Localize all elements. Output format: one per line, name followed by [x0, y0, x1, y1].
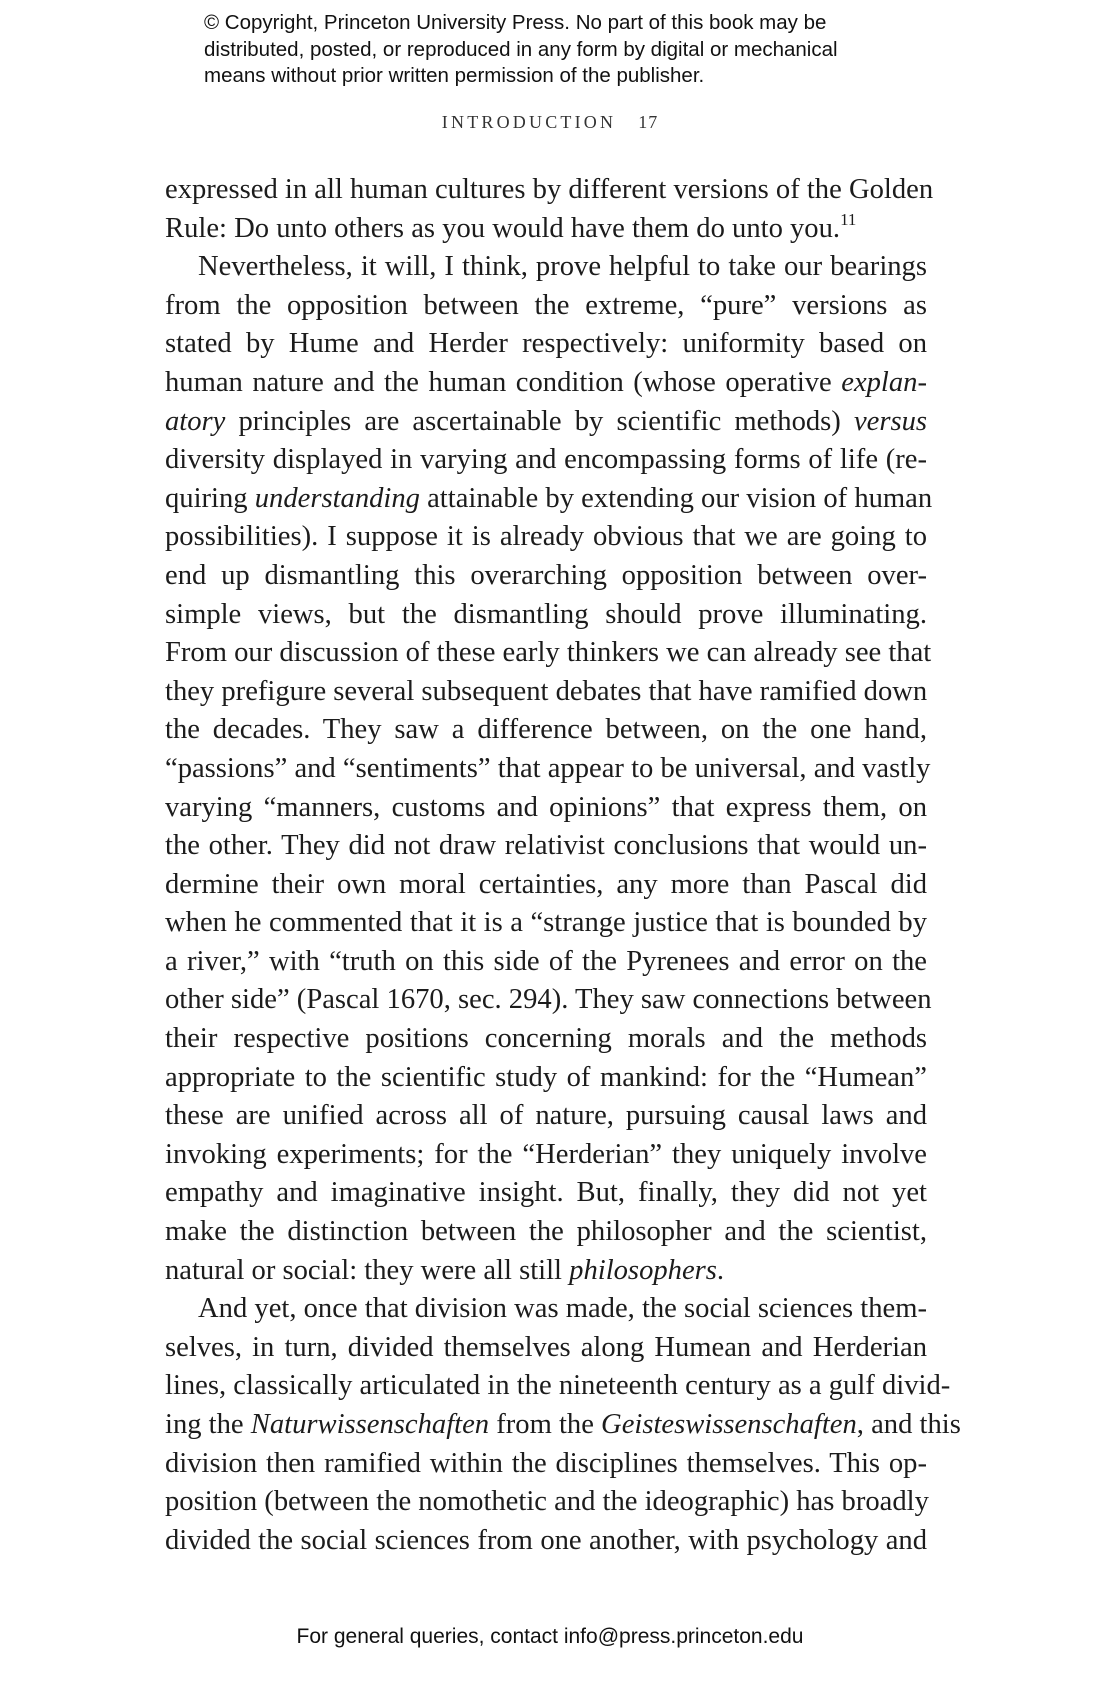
text-line: these are unified across all of nature, pursuing causal laws and: [165, 1100, 927, 1132]
text-line: Rule: Do unto others as you would have them do unto you.$^{11}$: [165, 209, 857, 244]
text-line: divided the social sciences from one another, with psychology and: [165, 1524, 927, 1556]
text-line: they prefigure several subsequent debates that have ramified down: [165, 675, 928, 707]
text-line: varying “manners, customs and opinions” that express them, on: [165, 791, 927, 823]
text-line: natural or social: they were all still philosophers.: [165, 1254, 725, 1286]
text-line: possibilities). I suppose it is already obvious that we are going to: [165, 521, 927, 553]
text-line: other side” (Pascal 1670, sec. 294). They saw connections between: [165, 984, 932, 1016]
text-line: lines, classically articulated in the nineteenth century as a gulf divid-: [165, 1370, 951, 1402]
page-number: 17: [638, 112, 659, 132]
text-line: a river,” with “truth on this side of the Pyrenees and error on the: [165, 945, 927, 977]
copyright-notice: © Copyright, Princeton University Press. No part of this book may be distributed, posted, or reproduced in any form by digital or mechanical means without prior written permission of the publisher.: [204, 11, 838, 87]
footer-contact: For general queries, contact info@press.princeton.edu: [296, 1625, 804, 1648]
text-line: diversity displayed in varying and encompassing forms of life (re-: [165, 444, 927, 476]
text-line: their respective positions concerning morals and the methods: [165, 1023, 927, 1055]
text-line: dermine their own moral certainties, any more than Pascal did: [165, 868, 927, 900]
text-line: make the distinction between the philosopher and the scientist,: [165, 1216, 927, 1248]
text-line: Nevertheless, it will, I think, prove helpful to take our bearings: [198, 251, 927, 283]
running-head-title: INTRODUCTION: [441, 112, 617, 132]
text-line: appropriate to the scientific study of mankind: for the “Humean”: [165, 1061, 927, 1093]
text-line: from the opposition between the extreme, “pure” versions as: [165, 289, 927, 321]
text-line: the other. They did not draw relativist conclusions that would un-: [165, 830, 927, 862]
text-line: simple views, but the dismantling should prove illuminating.: [165, 598, 927, 630]
text-line: the decades. They saw a difference between, on the one hand,: [165, 714, 927, 746]
text-line: empathy and imaginative insight. But, finally, they did not yet: [165, 1177, 927, 1209]
text-line: end up dismantling this overarching opposition between over-: [165, 559, 927, 591]
text-line: position (between the nomothetic and the ideographic) has broadly: [165, 1486, 929, 1518]
text-line: “passions” and “sentiments” that appear to be universal, and vastly: [165, 752, 931, 784]
footnote-ref: 11: [840, 209, 857, 229]
text-line: division then ramified within the disciplines themselves. This op-: [165, 1447, 927, 1479]
text-line: stated by Hume and Herder respectively: uniformity based on: [165, 328, 927, 360]
text-line: when he commented that it is a “strange justice that is bounded by: [165, 907, 927, 939]
text-line: invoking experiments; for the “Herderian” they uniquely involve: [165, 1138, 927, 1170]
running-head: [0, 112, 1100, 133]
body-text: [165, 171, 961, 1560]
text-line: selves, in turn, divided themselves along Humean and Herderian: [165, 1331, 927, 1363]
text-line: From our discussion of these early thinkers we can already see that: [165, 637, 932, 669]
text-line: And yet, once that division was made, the social sciences them-: [198, 1293, 927, 1325]
text-line: expressed in all human cultures by different versions of the Golden: [165, 174, 934, 205]
text-line: ing the Naturwissenschaften from the Geisteswissenschaften, and this: [165, 1409, 961, 1440]
text-line: human nature and the human condition (whose operative explan-: [165, 366, 927, 398]
text-line: quiring understanding attainable by extending our vision of human: [165, 482, 933, 514]
text-line: atory principles are ascertainable by scientific methods) versus: [165, 405, 927, 437]
